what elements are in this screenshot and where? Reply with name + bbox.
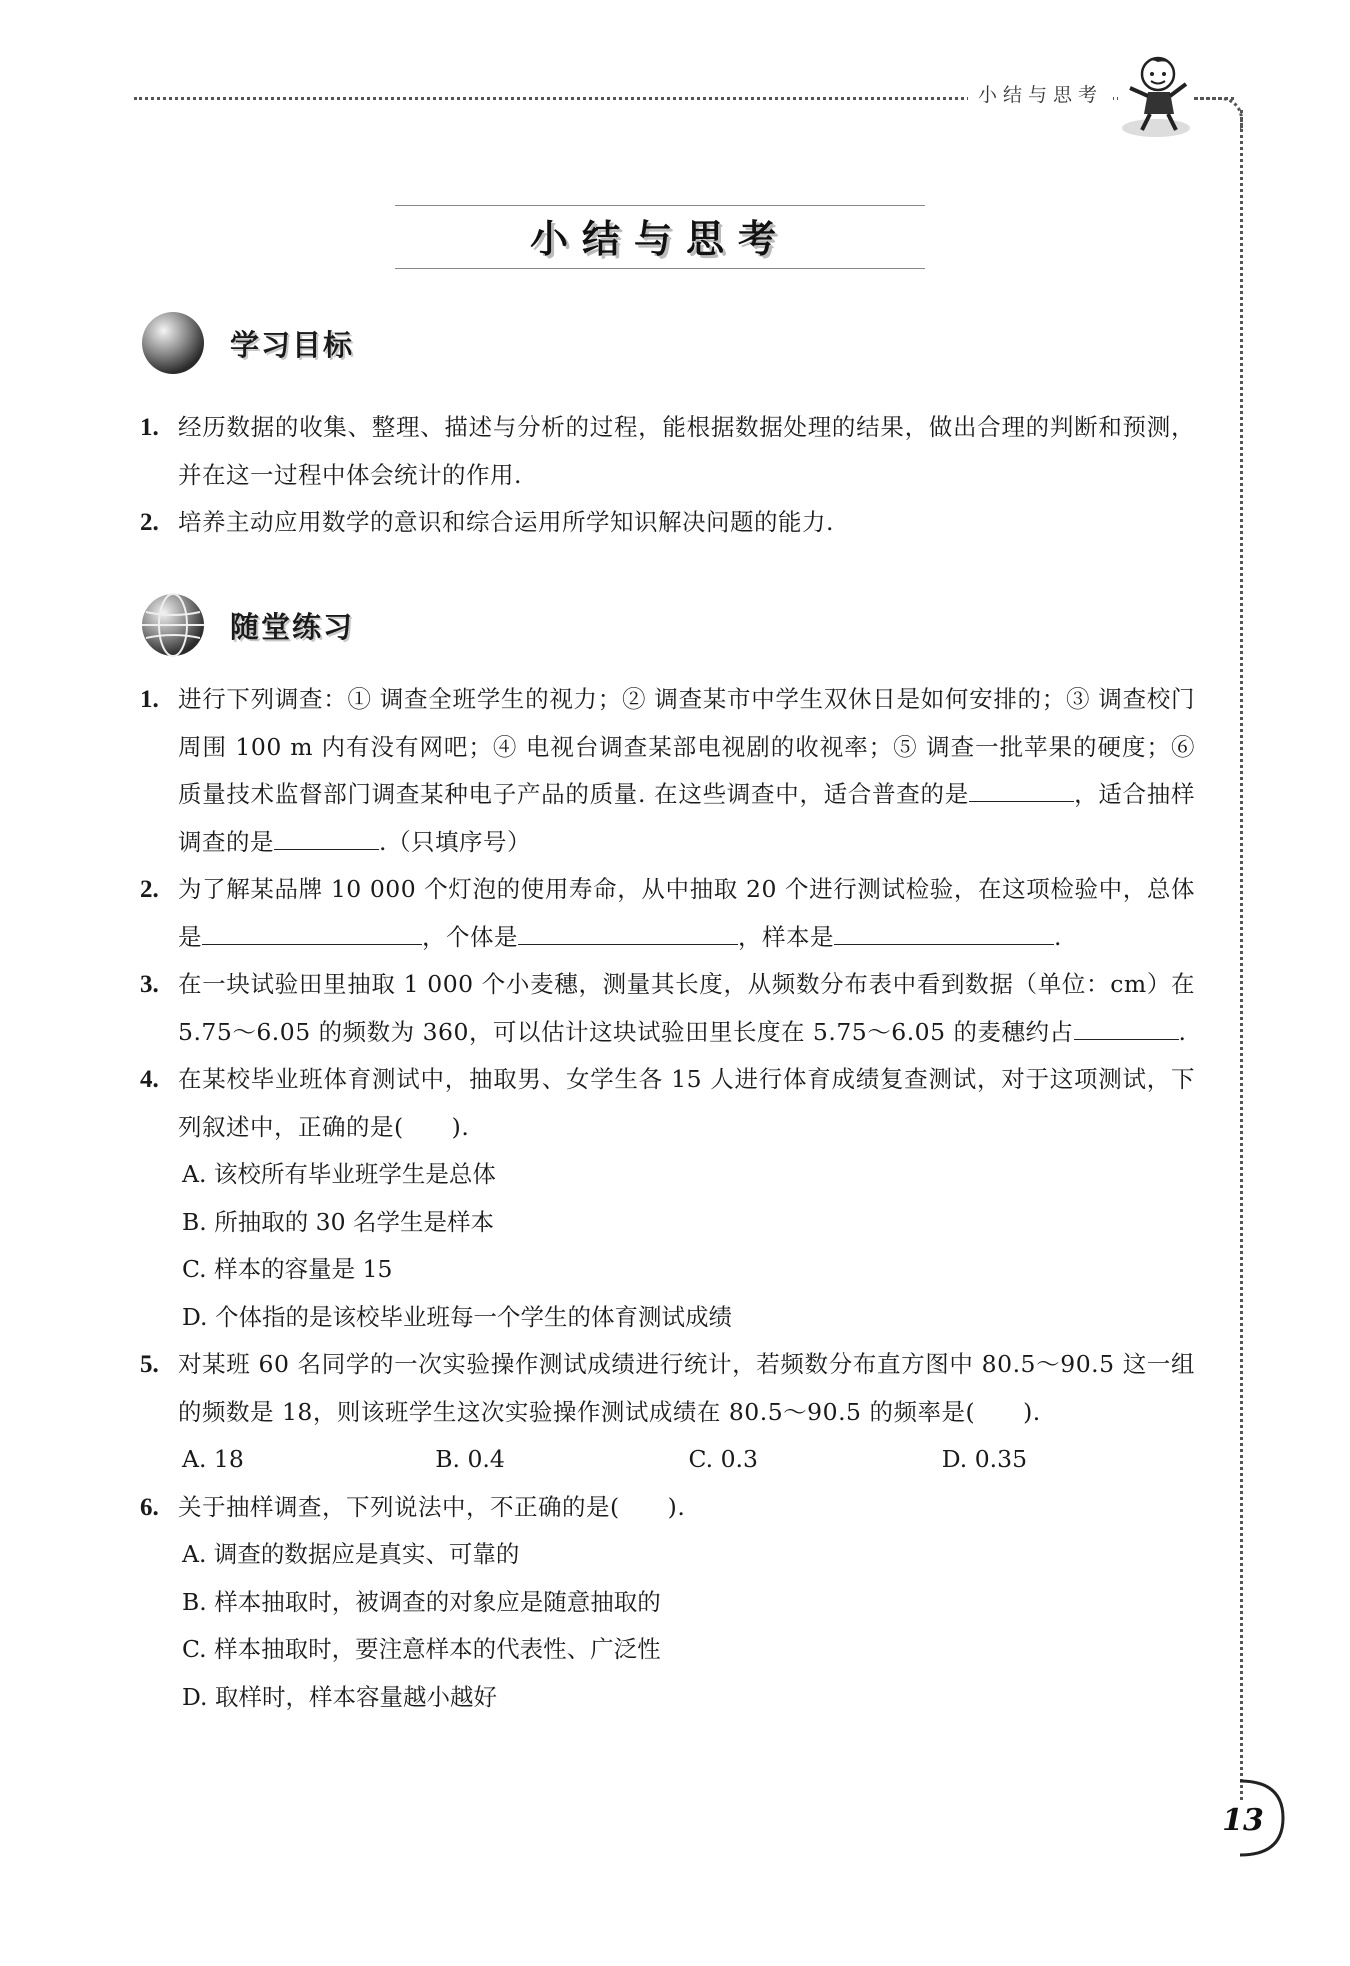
- question-text: ，个体是: [422, 922, 518, 951]
- item-number: 2.: [140, 509, 159, 536]
- answer-blank[interactable]: [518, 914, 738, 945]
- question-text: 进行下列调查：① 调查全班学生的视力；② 调查某市中学生双休日是如何安排的；③ 调查校门周围 100 m 内有没有网吧；④ 电视台调查某部电视剧的收视率；⑤ 调查一批苹果的硬度；⑥ 质量技术监督部门调查某种电子产品的质量. 在这些调查中，适合普查的是: [178, 685, 1195, 808]
- item-text: 经历数据的收集、整理、描述与分析的过程，能根据数据处理的结果，做出合理的判断和预测，并在这一过程中体会统计的作用.: [178, 413, 1195, 489]
- title-rule-bottom: [395, 268, 925, 269]
- title-rule-top: [395, 205, 925, 206]
- item-number: 6.: [140, 1493, 159, 1521]
- page-title: 小结与思考: [529, 217, 790, 261]
- section-title-goals: 学习目标: [230, 327, 355, 362]
- goals-list: [140, 404, 1195, 547]
- section-heading-practice: [140, 592, 354, 658]
- question-text: .: [1054, 922, 1062, 951]
- question-5: [140, 1341, 1195, 1436]
- section-heading-goals: [140, 310, 354, 376]
- question-text: 在一块试验田里抽取 1 000 个小麦穗，测量其长度，从频数分布表中看到数据（单位：cm）在 5.75～6.05 的频数为 360，可以估计这块试验田里长度在 5.75～6.05 的麦穗约占: [178, 970, 1195, 1046]
- question-text: .（只填序号）: [379, 827, 531, 856]
- page-number-badge: [1195, 1778, 1285, 1858]
- question-text: ，样本是: [738, 922, 834, 951]
- answer-blank[interactable]: [1074, 1009, 1179, 1040]
- answer-blank[interactable]: [202, 914, 422, 945]
- list-item: [140, 404, 1195, 499]
- item-text: 培养主动应用数学的意识和综合运用所学知识解决问题的能力.: [178, 508, 834, 536]
- section-title-practice: 随堂练习: [230, 609, 355, 644]
- option-c[interactable]: C. 样本的容量是 15: [182, 1255, 393, 1283]
- item-number: 3.: [140, 971, 159, 998]
- item-text: 在某校毕业班体育测试中，抽取男、女学生各 15 人进行体育成绩复查测试，对于这项测试，下列叙述中，正确的是( ).: [178, 1065, 1195, 1141]
- sphere-icon: [140, 310, 206, 376]
- option-c[interactable]: C. 样本抽取时，要注意样本的代表性、广泛性: [182, 1635, 661, 1663]
- option-b[interactable]: B. 所抽取的 30 名学生是样本: [182, 1207, 495, 1236]
- question-4: [140, 1056, 1195, 1151]
- question-text: .: [1178, 1017, 1187, 1046]
- options-row: [140, 1436, 1195, 1484]
- option-c[interactable]: C. 0.3: [688, 1445, 758, 1473]
- question-2: [140, 866, 1195, 961]
- option-b[interactable]: B. 0.4: [435, 1445, 505, 1473]
- mascot-icon: [1118, 48, 1194, 140]
- answer-blank[interactable]: [969, 771, 1074, 802]
- option-d[interactable]: D. 个体指的是该校毕业班每一个学生的体育测试成绩: [182, 1302, 732, 1331]
- globe-icon: [140, 592, 206, 658]
- answer-blank[interactable]: [834, 914, 1054, 945]
- item-number: 2.: [140, 876, 159, 903]
- option-d[interactable]: D. 0.35: [941, 1445, 1028, 1473]
- item-text: [178, 866, 1195, 961]
- question-1: [140, 676, 1195, 866]
- header-corner-rule: [1188, 97, 1243, 130]
- item-text: 关于抽样调查，下列说法中，不正确的是( ).: [178, 1492, 686, 1521]
- practice-list: [140, 676, 1195, 1721]
- item-number: 1.: [140, 414, 159, 441]
- option-b[interactable]: B. 样本抽取时，被调查的对象应是随意抽取的: [182, 1587, 661, 1616]
- running-header-title: 小结与思考: [968, 80, 1113, 107]
- item-text: [178, 676, 1195, 866]
- item-text: [178, 961, 1195, 1056]
- side-dotted-rule: [1240, 110, 1243, 1800]
- list-item: [140, 499, 1195, 547]
- option-a[interactable]: A. 调查的数据应是真实、可靠的: [182, 1540, 520, 1568]
- question-text: 为了解某品牌 10 000 个灯泡的使用寿命，从中抽取 20 个进行测试检验，在这项检验中，总体是: [178, 875, 1195, 951]
- question-text: ，适合抽样调查的是: [178, 780, 1195, 856]
- option-a[interactable]: A. 18: [182, 1445, 244, 1473]
- page-number: 13: [1222, 1803, 1264, 1838]
- item-number: 4.: [140, 1066, 159, 1093]
- option-d[interactable]: D. 取样时，样本容量越小越好: [182, 1682, 497, 1711]
- option-a[interactable]: A. 该校所有毕业班学生是总体: [182, 1160, 496, 1188]
- item-number: 5.: [140, 1351, 159, 1378]
- question-3: [140, 961, 1195, 1056]
- answer-blank[interactable]: [274, 819, 379, 850]
- item-text: 对某班 60 名同学的一次实验操作测试成绩进行统计，若频数分布直方图中 80.5～90.5 这一组的频数是 18，则该班学生这次实验操作测试成绩在 80.5～90.5 的频率是( ).: [178, 1350, 1195, 1426]
- question-6: [140, 1484, 1195, 1532]
- item-number: 1.: [140, 686, 159, 713]
